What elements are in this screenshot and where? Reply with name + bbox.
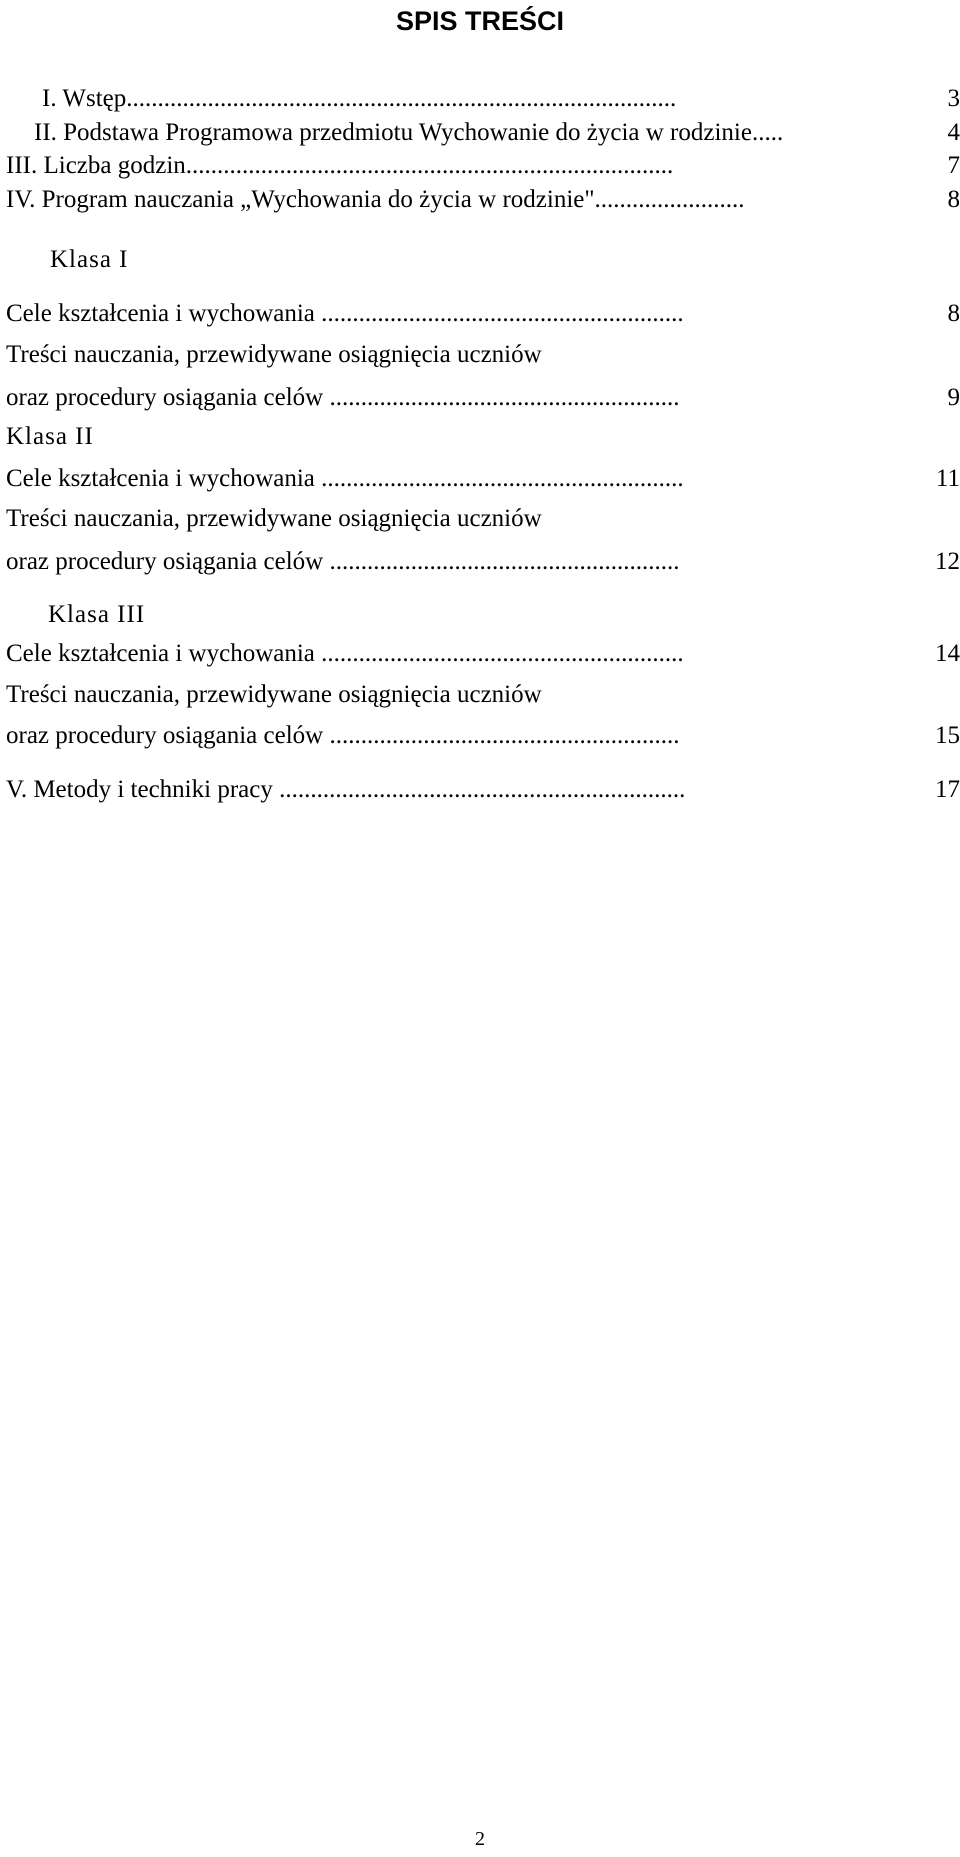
toc-entry-text: Klasa I [50,246,129,273]
toc-entry-text: Klasa III [48,601,146,628]
toc-entry-procedury-klasa-1 [0,381,960,415]
toc-entry-page: 7 [947,152,960,179]
toc-entry-procedury-klasa-3 [0,719,960,753]
toc-entry-text: Cele kształcenia i wychowania .......................................................... [6,300,684,327]
toc-entry-text: III. Liczba godzin.............................................................................. [6,152,674,179]
page-number: 2 [475,1828,485,1850]
toc-entry-procedury-klasa-2 [0,545,960,579]
toc-entry-page: 17 [935,776,960,803]
toc-entry-tresci-klasa-1 [0,338,960,372]
toc-entry-page: 14 [935,640,960,667]
toc-entry-text: IV. Program nauczania „Wychowania do życia w rodzinie"........................ [6,186,745,213]
toc-entry-page: 8 [947,300,960,327]
toc-heading-klasa-3 [0,598,960,632]
toc-entry-text: II. Podstawa Programowa przedmiotu Wychowanie do życia w rodzinie..... [34,119,784,146]
toc-entry-text: Treści nauczania, przewidywane osiągnięcia uczniów [6,681,542,708]
toc-entry-podstawa-programowa [0,116,960,150]
toc-entry-text: V. Metody i techniki pracy ................................................................. [6,776,686,803]
toc-entry-page: 11 [935,465,960,492]
toc-entry-text: oraz procedury osiągania celów ........................................................ [6,384,680,411]
toc-entry-tresci-klasa-3 [0,678,960,712]
toc-entry-cele-klasa-3 [0,637,960,671]
toc-entry-metody [0,773,960,807]
toc-entry-cele-klasa-2 [0,462,960,496]
toc-entry-text: Klasa II [6,423,94,450]
toc-entry-page: 4 [947,119,960,146]
toc-entry-page: 3 [947,85,960,112]
toc-entry-wstep [0,82,960,116]
toc-entry-program-nauczania [0,183,960,217]
toc-heading-klasa-2 [0,420,960,454]
toc-entry-page: 12 [935,548,960,575]
toc-entry-page: 8 [947,186,960,213]
toc-heading-klasa-1 [0,243,960,277]
toc-entry-text: I. Wstęp........................................................................................ [42,85,677,112]
toc-entry-cele-klasa-1 [0,297,960,331]
toc-entry-page: 9 [947,384,960,411]
toc-entry-text: Treści nauczania, przewidywane osiągnięcia uczniów [6,505,542,532]
toc-entry-page: 15 [935,722,960,749]
toc-entry-text: Cele kształcenia i wychowania .......................................................... [6,640,684,667]
toc-entry-tresci-klasa-2 [0,502,960,536]
toc-entry-text: oraz procedury osiągania celów ........................................................ [6,722,680,749]
toc-entry-text: oraz procedury osiągania celów ........................................................ [6,548,680,575]
document-title: SPIS TREŚCI [395,6,565,36]
toc-entry-text: Cele kształcenia i wychowania .......................................................... [6,465,684,492]
toc-entry-liczba-godzin [0,149,960,183]
toc-entry-text: Treści nauczania, przewidywane osiągnięcia uczniów [6,341,542,368]
